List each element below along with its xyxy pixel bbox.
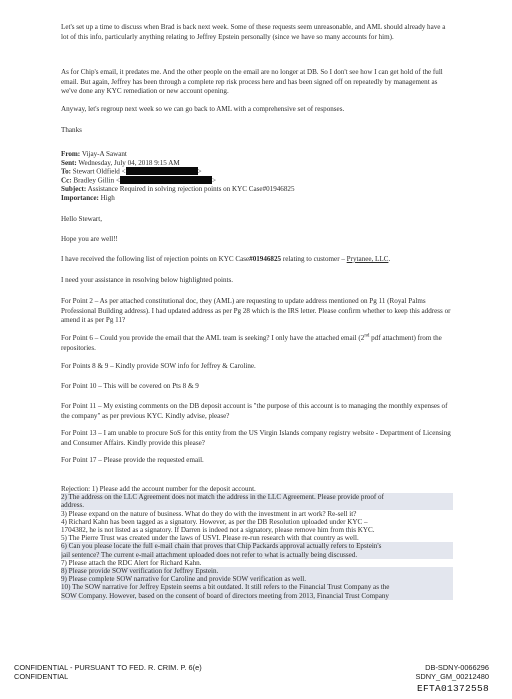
footer-right xyxy=(415,663,489,681)
efta-number: EFTA01372558 xyxy=(416,683,489,694)
hope-line: Hope you are well!! xyxy=(61,235,118,243)
email-header xyxy=(61,150,453,203)
rejection-line: jail sentence? The current e-mail attachment uploaded does not refer to what is actually being discussed. xyxy=(61,551,453,559)
email-to: To: Stewart Oldfield < > xyxy=(61,167,202,176)
rejection-line: 10) The SOW narrative for Jeffrey Epstein seems a bit outdated. It still refers to the Financial Trust Company as the xyxy=(61,583,453,591)
rejection-line: 6) Can you please locate the full e-mail chain that proves that Chip Packards approval actually refers to Epstein's xyxy=(61,542,453,550)
confidential-notice: CONFIDENTIAL - PURSUANT TO FED. R. CRIM. P. 6(e) xyxy=(14,663,202,672)
rejection-line: 8) Please provide SOW verification for Jeffrey Epstein. xyxy=(61,567,453,575)
greeting: Hello Stewart, xyxy=(61,215,102,223)
rejection-line: Rejection: 1) Please add the account number for the deposit account. xyxy=(61,485,256,493)
point-10: For Point 10 – This will be covered on Pts 8 & 9 xyxy=(61,382,199,390)
rejection-list xyxy=(61,485,453,600)
rejection-line: address. xyxy=(61,501,453,509)
rejection-line: 5) The Pierre Trust was created under the laws of USVI. Please re-run research with that country as well. xyxy=(61,534,359,543)
email-sent: Sent: Wednesday, July 04, 2018 9:15 AM xyxy=(61,158,180,167)
email-from: From: Vijay-A Sawant xyxy=(61,150,127,158)
rejection-line: 9) Please complete SOW narrative for Caroline and provide SOW verification as well. xyxy=(61,575,453,583)
point-2: For Point 2 – As per attached constitutional doc, they (AML) are requesting to update address mentioned on Pg 11 (Royal Palms Professional Building address). I had updated address as per Pg 28 which is the IRS letter. Please confirm whether to keep this address or amend it as per Pg 11? xyxy=(61,297,451,325)
email-subject: Subject: Assistance Required in solving rejection points on KYC Case#01946825 xyxy=(61,185,295,194)
confidential-label: CONFIDENTIAL xyxy=(14,672,69,681)
rejection-line: 7) Please attach the RDC Alert for Richard Kahn. xyxy=(61,558,202,567)
point-13: For Point 13 – I am unable to procure SoS for this entity from the US Virgin Islands company registry website - Department of Licensing and Consumer Affairs. Kindly provide this please? xyxy=(61,429,451,447)
point-17: For Point 17 – Please provide the requested email. xyxy=(61,456,204,464)
intro-paragraph-3: Anyway, let's regroup next week so we can go back to AML with a comprehensive set of responses. xyxy=(61,105,345,113)
bates-number-sdny: SDNY_GM_00212480 xyxy=(415,672,489,681)
email-cc: Cc: Bradley Gillin < > xyxy=(61,176,216,185)
received-line: I have received the following list of rejection points on KYC Case#01946825 relating to customer – Prytanee, LLC. xyxy=(61,255,391,263)
rejection-line: 1704382, he is not listed as a signatory. If Darren is indeed not a signatory, please remove him from this KYC. xyxy=(61,526,375,535)
rejection-line: SOW Company. However, based on the consent of board of directors meeting from 2013, Financial Trust Company xyxy=(61,592,453,600)
redaction-bar xyxy=(120,176,212,184)
intro-paragraph-2: As for Chip's email, it predates me. And the other people on the email are no longer at DB. So I don't see how I can get hold of the full email. But again, Jeffrey has been through a complete rep risk process here and has been signed off on repeatedly by management as we've done any KYC remediation or new account opening. xyxy=(61,68,443,96)
rejection-line: 3) Please expand on the nature of business. What do they do with the investment in art work? Re-sell it? xyxy=(61,509,357,518)
footer-left xyxy=(14,663,202,681)
intro-paragraph-1: Let's set up a time to discuss when Brad is back next week. Some of these requests seem unreasonable, and AML should already have a lot of this info, particularly anything relating to Jeffrey Epstein personally (since we have so many accounts for him). xyxy=(61,23,446,41)
point-11: For Point 11 – My existing comments on the DB deposit account is "the purpose of this account is to managing the monthly expenses of the company" as per previous KYC. Kindly advise, please? xyxy=(61,402,448,420)
bates-number-db: DB-SDNY-0066296 xyxy=(425,663,489,672)
point-8-9: For Points 8 & 9 – Kindly provide SOW info for Jeffrey & Caroline. xyxy=(61,362,256,370)
intro-signoff: Thanks xyxy=(61,126,82,134)
point-6: For Point 6 – Could you provide the email that the AML team is seeking? I only have the attached email (2nd pdf attachment) from the repositories. xyxy=(61,333,442,352)
rejection-line: 4) Richard Kahn has been tagged as a signatory. However, as per the DB Resolution uploaded under KYC – xyxy=(61,517,368,526)
redaction-bar xyxy=(126,167,198,175)
email-importance: Importance: High xyxy=(61,193,115,202)
need-line: I need your assistance in resolving below highlighted points. xyxy=(61,276,233,284)
rejection-line: 2) The address on the LLC Agreement does not match the address in the LLC Agreement. Please provide proof of xyxy=(61,493,453,501)
